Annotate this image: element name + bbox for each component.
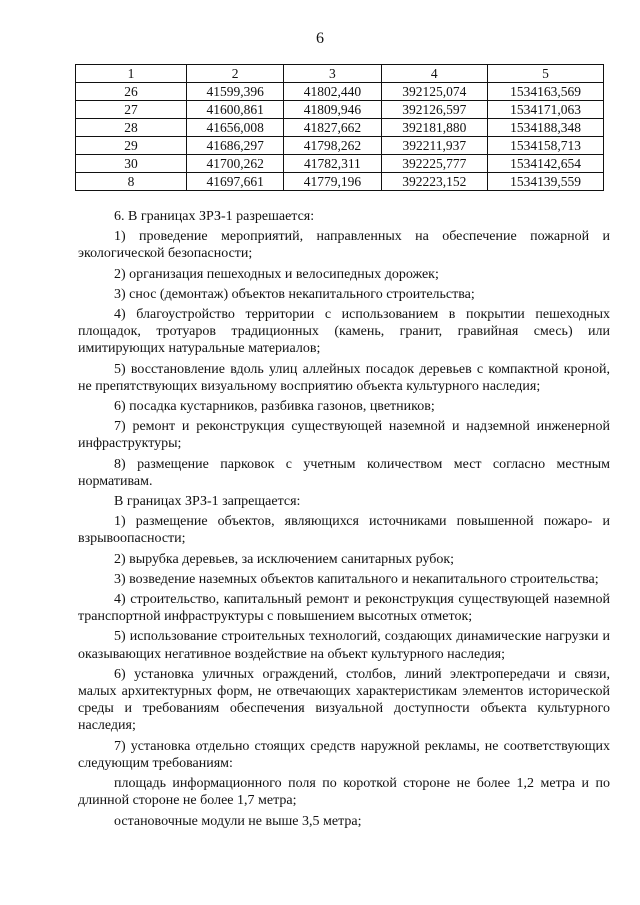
paragraph: 2) организация пешеходных и велосипедных дорожек; (114, 266, 439, 282)
table-cell: 1534171,063 (488, 101, 604, 119)
table-cell: 1534163,569 (488, 83, 604, 101)
table-cell: 41686,297 (187, 137, 284, 155)
table-cell: 392223,152 (381, 173, 488, 191)
table-cell: 29 (76, 137, 187, 155)
table-cell: 1534142,654 (488, 155, 604, 173)
table-cell: 30 (76, 155, 187, 173)
table-cell: 41656,008 (187, 119, 284, 137)
paragraph: остановочные модули не выше 3,5 метра; (114, 813, 362, 829)
paragraph: 1) проведение мероприятий, направленных на обеспечение пожарной и экологической безопасности; (78, 229, 610, 262)
table-cell: 392126,597 (381, 101, 488, 119)
table-cell: 392181,880 (381, 119, 488, 137)
table-cell: 1534139,559 (488, 173, 604, 191)
table-cell: 392211,937 (381, 137, 488, 155)
column-header: 1 (76, 65, 187, 83)
coordinates-table (75, 64, 604, 191)
table-cell: 1534188,348 (488, 119, 604, 137)
body-text (78, 208, 610, 833)
paragraph: 4) строительство, капитальный ремонт и реконструкция существующей наземной транспортной инфраструктуры с повышением высотных отметок; (78, 592, 610, 625)
table-cell: 41827,662 (284, 119, 381, 137)
table-cell: 27 (76, 101, 187, 119)
table-cell: 41779,196 (284, 173, 381, 191)
table-cell: 392225,777 (381, 155, 488, 173)
paragraph: 3) снос (демонтаж) объектов некапитального строительства; (114, 286, 475, 302)
column-header: 5 (488, 65, 604, 83)
table-cell: 392125,074 (381, 83, 488, 101)
table-cell: 41798,262 (284, 137, 381, 155)
table-cell: 41700,262 (187, 155, 284, 173)
paragraph: 7) ремонт и реконструкция существующей наземной и надземной инженерной инфраструктуры; (78, 419, 610, 452)
paragraph: 6) посадка кустарников, разбивка газонов, цветников; (114, 399, 435, 415)
paragraph: 1) размещение объектов, являющихся источниками повышенной пожаро- и взрывоопасности; (78, 514, 610, 547)
paragraph: площадь информационного поля по короткой стороне не более 1,2 метра и по длинной стороне не более 1,7 метра; (78, 776, 610, 809)
table-row (76, 83, 604, 101)
paragraph: 8) размещение парковок с учетным количеством мест согласно местным нормативам. (78, 456, 610, 489)
paragraph: 4) благоустройство территории с использованием в покрытии пешеходных площадок, тротуаров традиционных (камень, гранит, гравийная смесь) или имитирующих натуральные материалов; (78, 307, 610, 357)
table-row (76, 137, 604, 155)
page-number: 6 (316, 30, 324, 47)
column-header: 4 (381, 65, 488, 83)
column-header: 3 (284, 65, 381, 83)
table-cell: 41802,440 (284, 83, 381, 101)
paragraph: В границах ЗРЗ-1 запрещается: (114, 494, 301, 510)
paragraph: 2) вырубка деревьев, за исключением санитарных рубок; (114, 551, 455, 567)
table-cell: 28 (76, 119, 187, 137)
paragraph: 3) возведение наземных объектов капитального и некапитального строительства; (114, 571, 599, 587)
table-cell: 41599,396 (187, 83, 284, 101)
table-cell: 41697,661 (187, 173, 284, 191)
paragraph: 6) установка уличных ограждений, столбов, линий электропередачи и связи, малых архитектурных форм, не отвечающих характеристикам элементов исторической среды и требованиям обеспечения визуальной доступности объекта культурного наследия; (78, 666, 610, 734)
table-header-row (76, 65, 604, 83)
column-header: 2 (187, 65, 284, 83)
table-cell: 41600,861 (187, 101, 284, 119)
table-cell: 26 (76, 83, 187, 101)
table-row (76, 119, 604, 137)
table-cell: 8 (76, 173, 187, 191)
table-row (76, 101, 604, 119)
paragraph: 7) установка отдельно стоящих средств наружной рекламы, не соответствующих следующим требованиям: (78, 738, 610, 771)
table-row (76, 155, 604, 173)
table-cell: 41782,311 (284, 155, 381, 173)
paragraph: 6. В границах ЗРЗ-1 разрешается: (114, 209, 315, 224)
paragraph: 5) восстановление вдоль улиц аллейных посадок деревьев с компактной кроной, не препятствующих визуальному восприятию объекта культурного наследия; (78, 361, 610, 394)
table-cell: 41809,946 (284, 101, 381, 119)
table-cell: 1534158,713 (488, 137, 604, 155)
table-row (76, 173, 604, 191)
paragraph: 5) использование строительных технологий, создающих динамические нагрузки и оказывающих негативное воздействие на объект культурного наследия; (78, 629, 610, 662)
